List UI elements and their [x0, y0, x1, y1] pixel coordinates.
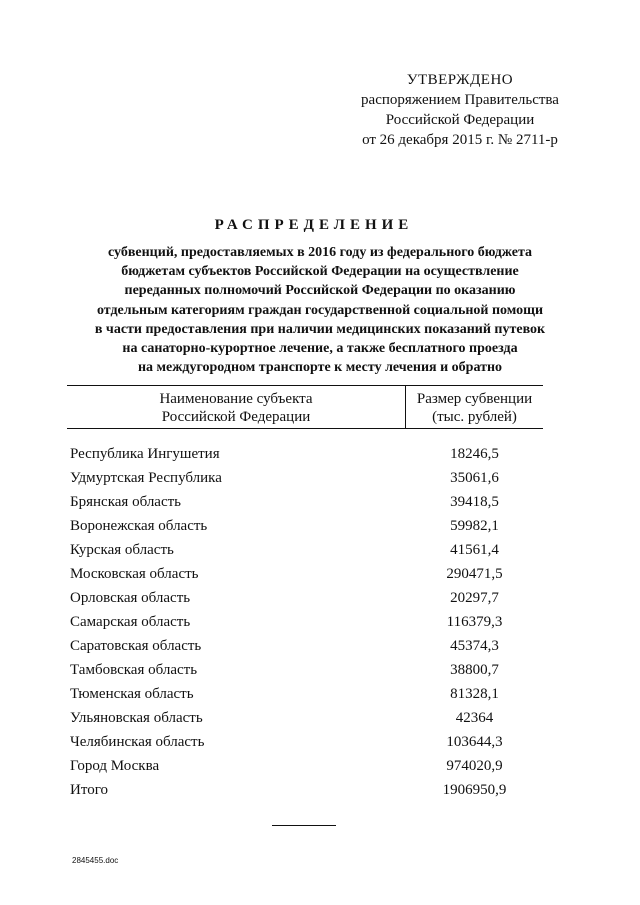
- approval-heading: УТВЕРЖДЕНО: [406, 72, 514, 88]
- approval-authority-country: Российской Федерации: [385, 112, 535, 128]
- column-header-subject-line2: Российской Федерации: [161, 409, 311, 425]
- subject-name: Тамбовская область: [70, 662, 198, 678]
- subtitle-line: переданных полномочий Российской Федерации по оказанию: [124, 283, 516, 299]
- table-row: [70, 634, 543, 658]
- table-body: [70, 442, 543, 802]
- approval-block: [320, 70, 600, 150]
- table-top-rule: [67, 385, 543, 386]
- subvention-amount: 59982,1: [450, 518, 499, 534]
- table-row: [70, 730, 543, 754]
- subvention-amount: 20297,7: [450, 590, 499, 606]
- table-row: [70, 658, 543, 682]
- table-row: [70, 754, 543, 778]
- subject-name: Ульяновская область: [70, 710, 203, 726]
- subject-name: Московская область: [70, 566, 199, 582]
- subject-name: Республика Ингушетия: [70, 446, 220, 462]
- table-row: [70, 514, 543, 538]
- table-row: [70, 538, 543, 562]
- subtitle-line: бюджетам субъектов Российской Федерации на осуществление: [121, 264, 519, 280]
- subtitle-line: на междугородном транспорте к месту лечения и обратно: [137, 360, 503, 376]
- subvention-amount: 42364: [455, 710, 494, 726]
- subvention-amount: 39418,5: [450, 494, 499, 510]
- table-row: [70, 682, 543, 706]
- table-row: [70, 442, 543, 466]
- column-header-subject-line1: Наименование субъекта: [159, 391, 313, 407]
- subject-name: Курская область: [70, 542, 174, 558]
- file-reference: 2845455.doc: [72, 856, 119, 865]
- subject-name: Тюменская область: [70, 686, 194, 702]
- subject-name: Саратовская область: [70, 638, 202, 654]
- table-row: [70, 562, 543, 586]
- table-row: [70, 706, 543, 730]
- subvention-amount: 81328,1: [450, 686, 499, 702]
- subject-name: Воронежская область: [70, 518, 208, 534]
- subject-name: Итого: [70, 782, 108, 798]
- approval-date-number: от 26 декабря 2015 г. № 2711-р: [362, 132, 558, 148]
- table-row: [70, 490, 543, 514]
- subvention-amount: 35061,6: [450, 470, 499, 486]
- end-rule: [272, 825, 336, 826]
- column-header-amount: [406, 390, 543, 426]
- subject-name: Самарская область: [70, 614, 191, 630]
- column-header-subject: [67, 390, 405, 426]
- document-subtitle: [40, 243, 600, 377]
- subject-name: Челябинская область: [70, 734, 205, 750]
- subject-name: Город Москва: [70, 758, 160, 774]
- subtitle-line: субвенций, предоставляемых в 2016 году из федерального бюджета: [108, 245, 532, 260]
- subvention-amount: 45374,3: [450, 638, 499, 654]
- subvention-amount: 290471,5: [446, 566, 503, 582]
- column-header-amount-line1: Размер субвенции: [416, 391, 533, 407]
- subtitle-line: в части предоставления при наличии медицинских показаний путевок: [94, 321, 546, 337]
- subject-name: Удмуртская Республика: [70, 470, 222, 486]
- table-row: [70, 466, 543, 490]
- table-row: [70, 610, 543, 634]
- table-header-rule: [67, 428, 543, 429]
- subvention-amount: 974020,9: [446, 758, 503, 774]
- approval-authority: распоряжением Правительства: [361, 92, 559, 108]
- subvention-amount: 18246,5: [450, 446, 499, 462]
- subject-name: Орловская область: [70, 590, 191, 606]
- subvention-amount: 103644,3: [446, 734, 503, 750]
- column-header-amount-line2: (тыс. рублей): [432, 409, 517, 425]
- subvention-amount: 116379,3: [446, 614, 503, 630]
- subtitle-line: отдельным категориям граждан государственной социальной помощи: [96, 302, 544, 318]
- table-row: [70, 586, 543, 610]
- subtitle-line: на санаторно-курортное лечение, а также бесплатного проезда: [122, 341, 518, 357]
- subvention-amount: 38800,7: [450, 662, 499, 678]
- subvention-amount: 1906950,9: [442, 782, 507, 798]
- table-row-total: [70, 778, 543, 802]
- subject-name: Брянская область: [70, 494, 182, 510]
- subvention-amount: 41561,4: [450, 542, 499, 558]
- document-title: РАСПРЕДЕЛЕНИЕ: [214, 217, 414, 233]
